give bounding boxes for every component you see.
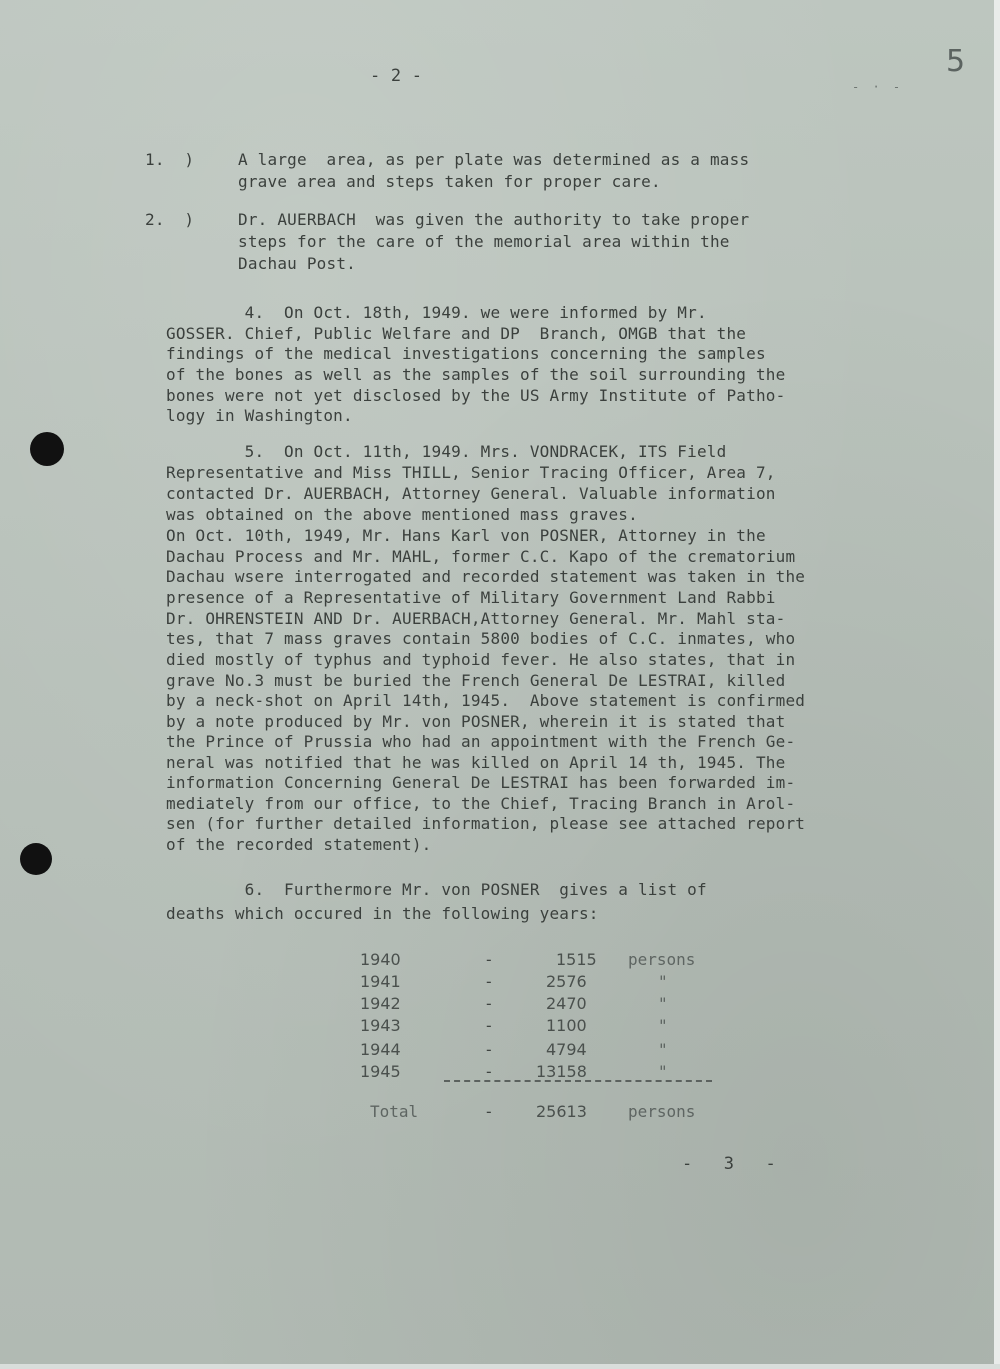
item-line: Dr. AUERBACH was given the authority to take proper bbox=[238, 210, 750, 229]
dash-cell: - bbox=[484, 1016, 494, 1035]
item-line: A large area, as per plate was determined as a mass bbox=[238, 150, 750, 169]
paragraph-line: died mostly of typhus and typhoid fever. He also states, that in bbox=[166, 650, 796, 669]
dash-cell: - bbox=[484, 950, 494, 969]
paragraph-line: sen (for further detailed information, please see attached report bbox=[166, 814, 806, 833]
paragraph-line: Representative and Miss THILL, Senior Tracing Officer, Area 7, bbox=[166, 463, 776, 482]
count-cell: 13158 bbox=[536, 1062, 587, 1081]
next-page-marker: - 3 - bbox=[682, 1154, 776, 1174]
item-line: grave area and steps taken for proper care. bbox=[238, 172, 661, 191]
year-cell: 1942 bbox=[360, 994, 401, 1013]
paragraph-line: information Concerning General De LESTRAI has been forwarded im- bbox=[166, 773, 796, 792]
dash-cell: - bbox=[484, 972, 494, 991]
unit-cell: " bbox=[658, 1016, 668, 1035]
year-cell: 1945 bbox=[360, 1062, 401, 1081]
item-number: 1. ) bbox=[145, 150, 195, 169]
paragraph-line: Dachau wsere interrogated and recorded statement was taken in the bbox=[166, 567, 806, 586]
paragraph-line: On Oct. 10th, 1949, Mr. Hans Karl von POSNER, Attorney in the bbox=[166, 526, 766, 545]
paragraph-line: neral was notified that he was killed on April 14 th, 1945. The bbox=[166, 753, 786, 772]
paragraph-line: by a neck-shot on April 14th, 1945. Above statement is confirmed bbox=[166, 691, 806, 710]
unit-cell: " bbox=[658, 972, 668, 991]
paragraph-line: was obtained on the above mentioned mass graves. bbox=[166, 505, 638, 524]
count-cell: 1515 bbox=[556, 950, 597, 969]
dash-cell: - bbox=[484, 1040, 494, 1059]
count-cell: 4794 bbox=[546, 1040, 587, 1059]
paragraph-line: Dachau Process and Mr. MAHL, former C.C. Kapo of the crematorium bbox=[166, 547, 796, 566]
year-cell: 1943 bbox=[360, 1016, 401, 1035]
paragraph-line: contacted Dr. AUERBACH, Attorney General. Valuable information bbox=[166, 484, 776, 503]
year-cell: 1940 bbox=[360, 950, 401, 969]
unit-cell: " bbox=[658, 1062, 668, 1081]
dash-cell: - bbox=[484, 1062, 494, 1081]
paragraph-line: 4. On Oct. 18th, 1949. we were informed by Mr. bbox=[166, 303, 707, 322]
page-edge-bottom bbox=[0, 1364, 1000, 1369]
dash-cell: - bbox=[484, 994, 494, 1013]
corner-mark: - · - bbox=[852, 80, 904, 94]
total-count: 25613 bbox=[536, 1102, 587, 1121]
paragraph-line: presence of a Representative of Military Government Land Rabbi bbox=[166, 588, 776, 607]
punch-hole-top bbox=[30, 432, 64, 466]
count-cell: 1100 bbox=[546, 1016, 587, 1035]
year-cell: 1941 bbox=[360, 972, 401, 991]
paragraph-line: Dr. OHRENSTEIN AND Dr. AUERBACH,Attorney General. Mr. Mahl sta- bbox=[166, 609, 786, 628]
count-cell: 2576 bbox=[546, 972, 587, 991]
paragraph-line: tes, that 7 mass graves contain 5800 bodies of C.C. inmates, who bbox=[166, 629, 796, 648]
paragraph-line: of the recorded statement). bbox=[166, 835, 432, 854]
total-rule bbox=[444, 1080, 712, 1082]
unit-cell: " bbox=[658, 994, 668, 1013]
punch-hole-bottom bbox=[20, 843, 52, 875]
paragraph-line: 6. Furthermore Mr. von POSNER gives a list of bbox=[166, 880, 707, 899]
total-label: Total bbox=[370, 1102, 419, 1121]
page-edge-right bbox=[994, 0, 1000, 1369]
item-line: steps for the care of the memorial area within the bbox=[238, 232, 730, 251]
item-line: Dachau Post. bbox=[238, 254, 356, 273]
paragraph-line: logy in Washington. bbox=[166, 406, 353, 425]
paragraph-line: of the bones as well as the samples of the soil surrounding the bbox=[166, 365, 786, 384]
paragraph-line: bones were not yet disclosed by the US Army Institute of Patho- bbox=[166, 386, 786, 405]
count-cell: 2470 bbox=[546, 994, 587, 1013]
paragraph-line: grave No.3 must be buried the French General De LESTRAI, killed bbox=[166, 671, 786, 690]
year-cell: 1944 bbox=[360, 1040, 401, 1059]
paragraph-line: findings of the medical investigations concerning the samples bbox=[166, 344, 766, 363]
unit-cell: persons bbox=[628, 950, 696, 969]
paragraph-line: deaths which occured in the following years: bbox=[166, 904, 599, 923]
item-number: 2. ) bbox=[145, 210, 195, 229]
paragraph-line: 5. On Oct. 11th, 1949. Mrs. VONDRACEK, ITS Field bbox=[166, 442, 727, 461]
paragraph-line: the Prince of Prussia who had an appointment with the French Ge- bbox=[166, 732, 796, 751]
dash-cell: - bbox=[484, 1102, 494, 1121]
paragraph-line: by a note produced by Mr. von POSNER, wherein it is stated that bbox=[166, 712, 786, 731]
archive-page-number: 5 bbox=[946, 44, 966, 79]
unit-cell: " bbox=[658, 1040, 668, 1059]
page-number-header: - 2 - bbox=[370, 66, 423, 86]
paragraph-line: mediately from our office, to the Chief, Tracing Branch in Arol- bbox=[166, 794, 796, 813]
total-unit: persons bbox=[628, 1102, 696, 1121]
paragraph-line: GOSSER. Chief, Public Welfare and DP Branch, OMGB that the bbox=[166, 324, 747, 343]
